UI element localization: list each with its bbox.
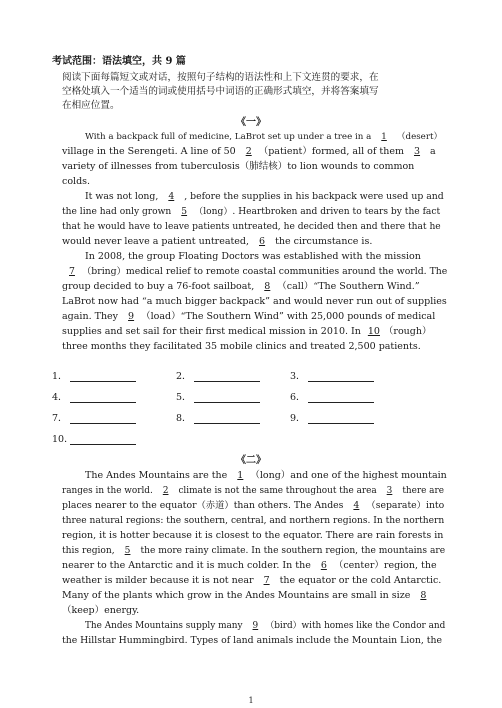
answer-number: 2． (176, 371, 192, 382)
passage1-line: again. They 9 （load）“The Southern Wind” with 25,000 pounds of medical (62, 311, 436, 322)
answer-blank-1[interactable] (52, 371, 136, 383)
answer-line[interactable] (308, 414, 374, 424)
blank-marker: 10 (367, 326, 380, 337)
answer-number: 9． (290, 413, 306, 424)
passage1-line: three months they facilitated 35 mobile clinics and treated 2,500 patients. (62, 341, 421, 352)
passage2-line: The Andes Mountains are the 1 （long）and one of the highest mountain (85, 470, 447, 481)
passage2-line: three natural regions: the southern, central, and northern regions. In the northern (62, 516, 445, 526)
answer-number: 7． (52, 413, 68, 424)
blank-marker: 8 (264, 281, 271, 292)
answer-blank-2[interactable] (176, 371, 260, 383)
intro-line-1: 阅读下面每篇短文或对话，按照句子结构的语法性和上下文连贯的要求，在 (62, 72, 379, 83)
answer-blank-9[interactable] (290, 413, 374, 425)
blank-marker: 7 (69, 266, 75, 277)
passage1-line: LaBrot now had “a much bigger backpack” and would never run out of supplies (62, 296, 447, 307)
answer-number: 1． (52, 371, 68, 382)
answer-blank-4[interactable] (52, 392, 136, 404)
blank-marker: 6 (320, 560, 327, 571)
intro-line-2: 空格处填入一个适当的词或使用括号中词语的正确形式填空，并将答案填写 (62, 86, 379, 97)
passage2-line: region, it is hotter because it is closest to the equator. There are rain forests in (62, 530, 444, 541)
blank-marker: 2 (162, 486, 169, 496)
answer-number: 5． (176, 392, 192, 403)
passage1-line: With a backpack full of medicine, LaBrot set up under a tree in a 1 （desert） (85, 132, 443, 142)
answer-number: 10． (52, 434, 74, 445)
passage2-line: ranges in the world. 2 climate is not the same throughout the area 3 there are (62, 486, 444, 496)
blank-marker: 1 (381, 132, 387, 142)
passage1-line: would never leave a patient untreated, 6 the circumstance is. (62, 236, 373, 247)
passage1-line: In 2008, the group Floating Doctors was established with the mission (85, 251, 421, 262)
answer-number: 8． (176, 413, 192, 424)
passage2-line: this region, 5 the more rainy climate. In the southern region, the mountains are (62, 546, 446, 556)
blank-marker: 2 (245, 146, 252, 157)
blank-marker: 4 (353, 500, 360, 511)
passage2-line: The Andes Mountains supply many 9 （bird）with homes like the Condor and (85, 621, 446, 631)
passage2-line: nearer to the Antarctic and it is much colder. In the 6 （center）region, the (62, 560, 437, 571)
passage1-line: It was not long, 4 , before the supplies in his backpack were used up and (85, 191, 444, 202)
answer-line[interactable] (70, 372, 136, 382)
blank-marker: 8 (420, 590, 427, 601)
answer-number: 4． (52, 392, 68, 403)
answer-blank-5[interactable] (176, 392, 260, 404)
answer-line[interactable] (70, 435, 136, 445)
passage1-line: village in the Serengeti. A line of 50 2 （patient）formed, all of them 3 a (62, 146, 436, 157)
passage2-line: Many of the plants which grow in the Andes Mountains are small in size 8 (62, 590, 447, 602)
answer-blank-7[interactable] (52, 413, 136, 425)
answer-line[interactable] (70, 393, 136, 403)
answer-line[interactable] (70, 414, 136, 424)
answer-number: 3． (290, 371, 306, 382)
blank-marker: 5 (124, 546, 131, 556)
blank-marker: 7 (263, 575, 270, 586)
blank-marker: 9 (252, 621, 259, 631)
answer-line[interactable] (194, 372, 260, 382)
blank-marker: 6 (259, 236, 266, 247)
section-one-title: 《一》 (236, 117, 266, 128)
passage2-line: places nearer to the equator（赤道）than others. The Andes 4 （separate）into (62, 500, 445, 511)
answer-blank-8[interactable] (176, 413, 260, 425)
intro-line-3: 在相应位置。 (62, 100, 120, 111)
page-number: 1 (248, 696, 254, 705)
answer-line[interactable] (194, 414, 260, 424)
blank-marker: 3 (413, 146, 421, 157)
passage1-line: supplies and set sail for their first medical mission in 2010. In 10 （rough） (62, 326, 432, 337)
passage1-line: that he would have to leave patients untreated, he decided then and there that he (62, 222, 441, 232)
answer-blank-3[interactable] (290, 371, 374, 383)
passage2-line: the Hillstar Hummingbird. Types of land animals include the Mountain Lion, the (62, 635, 442, 646)
passage2-line: weather is milder because it is not near 7 the equator or the cold Antarctic. (62, 575, 442, 586)
blank-marker: 9 (128, 311, 135, 322)
blank-marker: 3 (386, 486, 393, 496)
answer-line[interactable] (194, 393, 260, 403)
section-two-title: 《二》 (236, 455, 266, 466)
answer-blank-10[interactable] (52, 434, 136, 446)
blank-marker: 4 (168, 191, 175, 202)
passage1-line: the line had only grown 5 （long）. Heartbroken and driven to tears by the fact (62, 207, 441, 217)
answer-number: 6． (290, 392, 306, 403)
passage1-line: group decided to buy a 76-foot sailboat, 8 （call）“The Southern Wind.” (62, 281, 420, 292)
passage1-line: colds. (62, 176, 91, 187)
passage1-line: variety of illnesses from tuberculosis（肺结核）to lion wounds to common (62, 161, 415, 172)
answer-blank-6[interactable] (290, 392, 374, 404)
blank-marker: 1 (237, 470, 244, 481)
exam-heading: 考试范围：语法填空，共 9 篇 (52, 56, 186, 67)
answer-line[interactable] (308, 393, 374, 403)
passage2-line: （keep）energy. (62, 605, 140, 616)
blank-marker: 5 (181, 207, 188, 217)
answer-line[interactable] (308, 372, 374, 382)
passage1-line: 7 （bring）medical relief to remote coastal communities around the world. The (62, 266, 447, 278)
